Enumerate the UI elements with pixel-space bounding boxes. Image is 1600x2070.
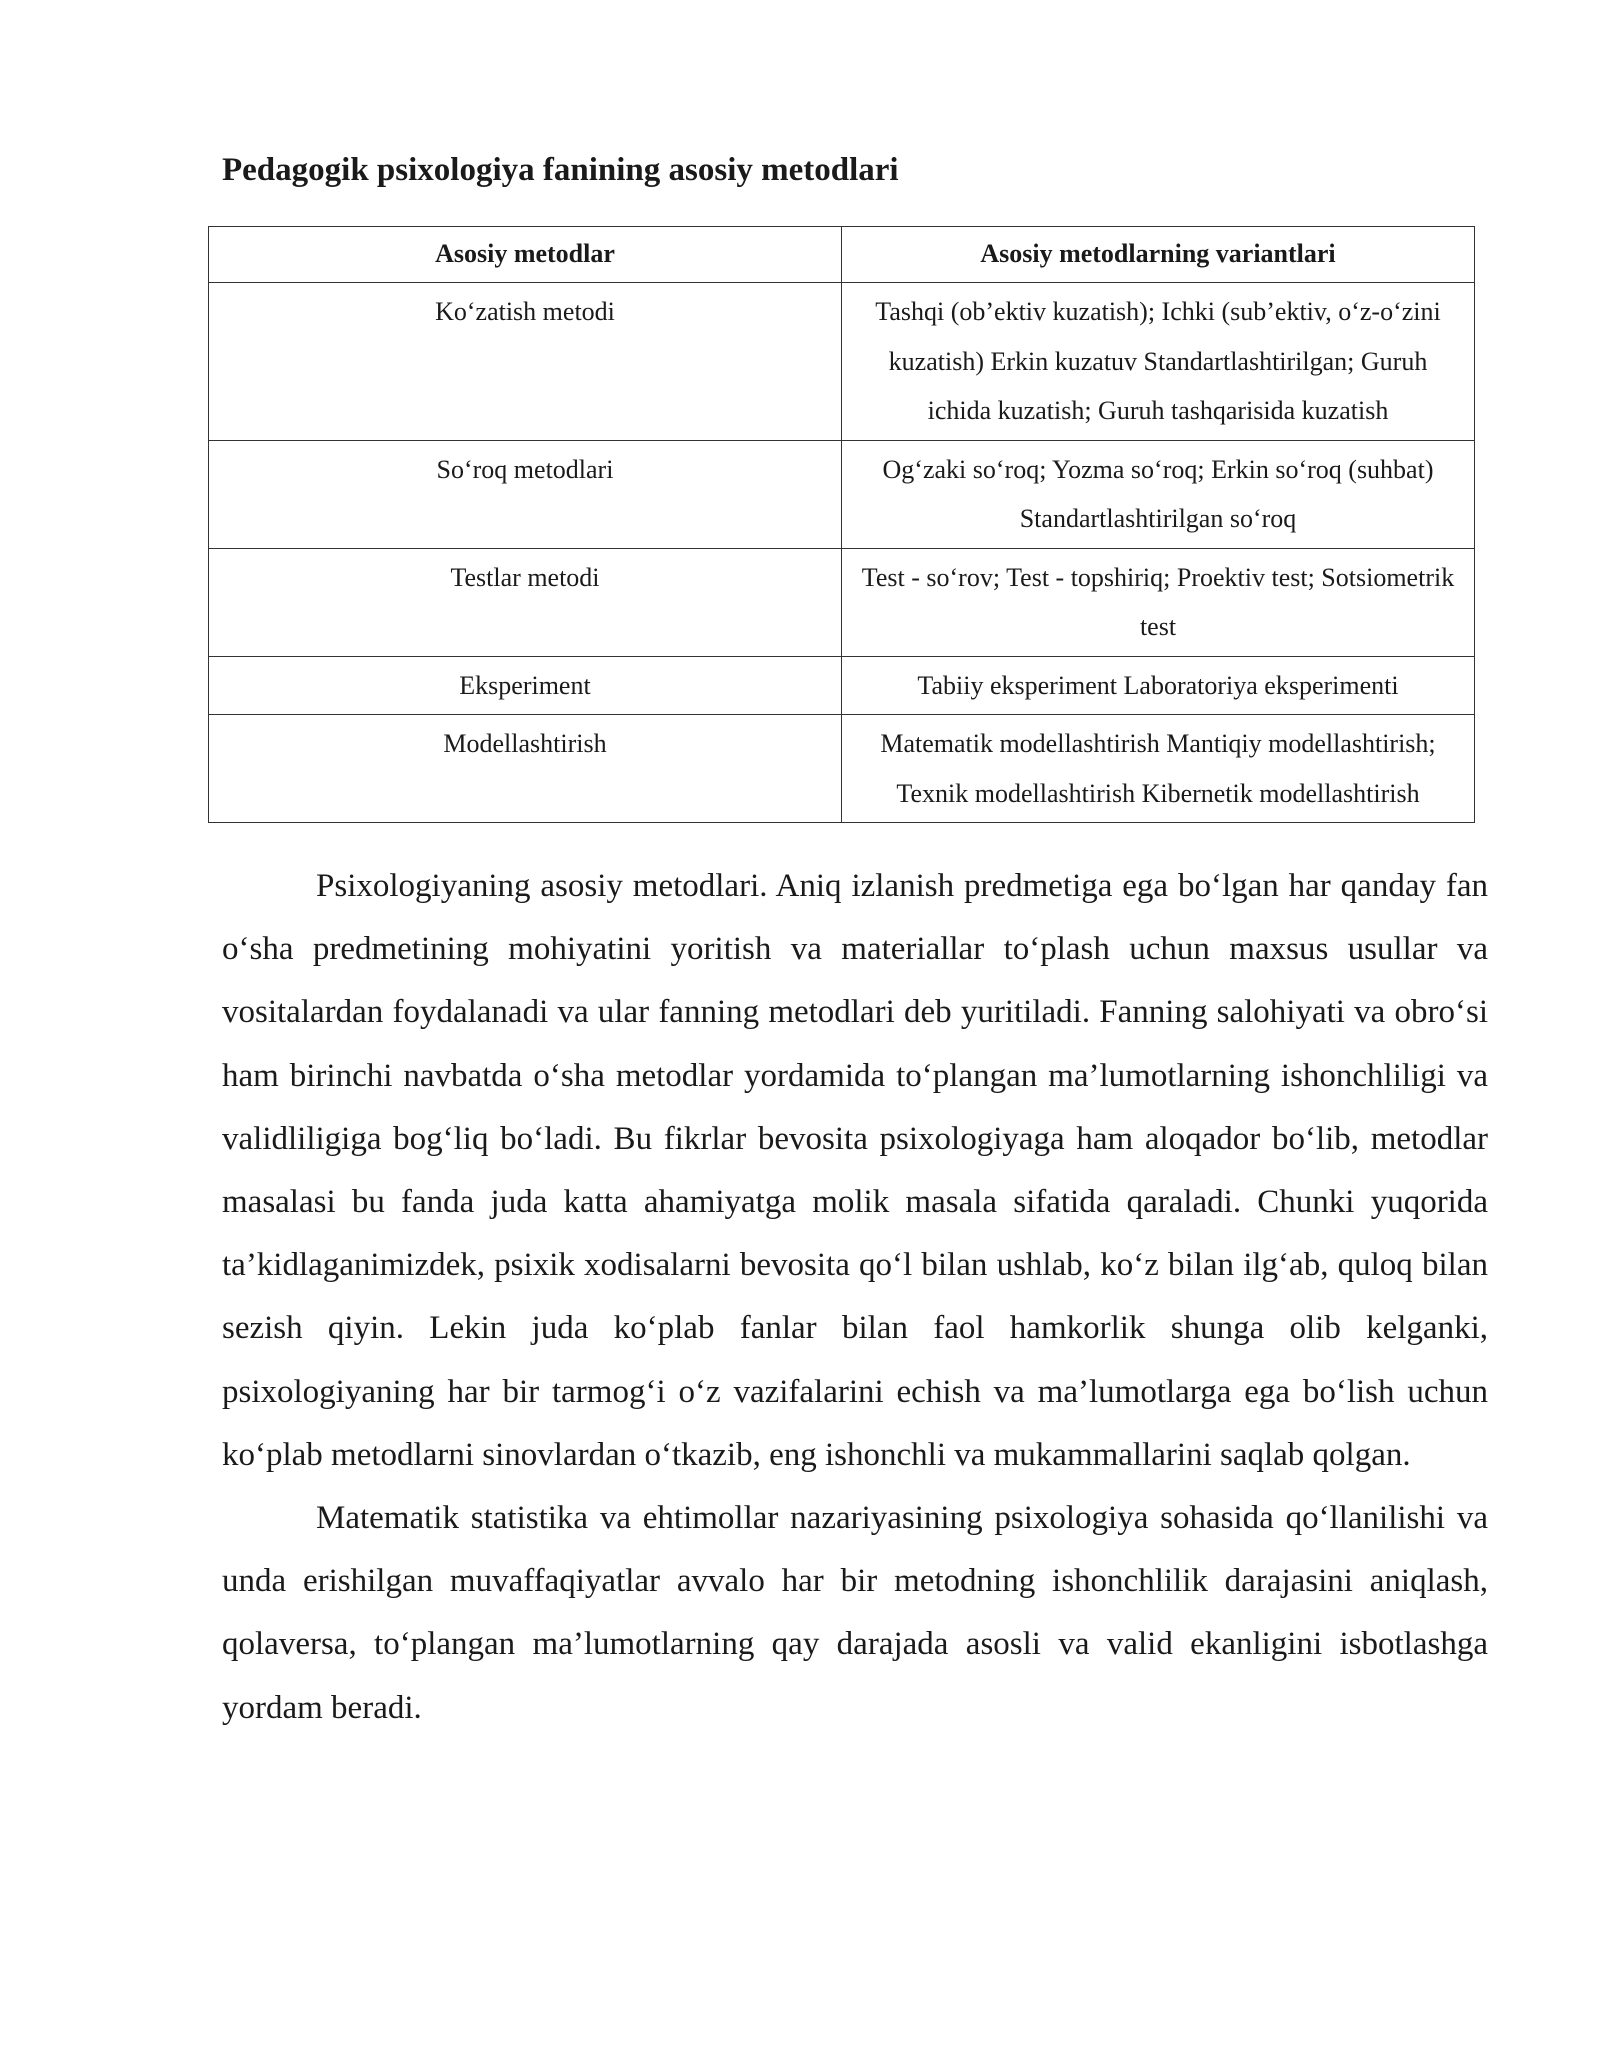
paragraph: Psixologiyaning asosiy metodlari. Aniq izlanish predmetiga ega bo‘lgan har qanday fan o‘sha predmetining mohiyatini yoritish va materiallar to‘plash uchun maxsus usullar va vositalardan foydalanadi va ular fanning metodlari deb yuritiladi. Fanning salohiyati va obro‘si ham birinchi navbatda o‘sha metodlar yordamida to‘plangan ma’lumotlarning ishonchliligi va validliligiga bog‘liq bo‘ladi. Bu fikrlar bevosita psixologiyaga ham aloqador bo‘lib, metodlar masalasi bu fanda juda katta ahamiyatga molik masala sifatida qaraladi. Chunki yuqorida ta’kidlaganimizdek, psixik xodisalarni bevosita qo‘l bilan ushlab, ko‘z bilan ilg‘ab, quloq bilan sezish qiyin. Lekin juda ko‘plab fanlar bilan faol hamkorlik shunga olib kelganki, psixologiyaning har bir tarmog‘i o‘z vazifalarini echish va ma’lumotlarga ega bo‘lish uchun ko‘plab metodlarni sinovlardan o‘tkazib, eng ishonchli va mukammallarini saqlab qolgan. [222, 868, 1488, 1473]
method-cell: Modellashtirish [209, 715, 842, 823]
table-row [209, 548, 1475, 656]
table-header-methods: Asosiy metodlar [209, 227, 842, 283]
variants-cell: Tashqi (ob’ektiv kuzatish); Ichki (sub’ektiv, o‘z-o‘zini kuzatish) Erkin kuzatuv Standartlashtirilgan; Guruh ichida kuzatish; Guruh tashqarisida kuzatish [842, 283, 1475, 441]
table-header-variants: Asosiy metodlarning variantlari [842, 227, 1475, 283]
table-row [209, 440, 1475, 548]
method-cell: Testlar metodi [209, 548, 842, 656]
body-text [222, 855, 1488, 1740]
table-row [209, 715, 1475, 823]
paragraph: Matematik statistika va ehtimollar nazariyasining psixologiya sohasida qo‘llanilishi va unda erishilgan muvaffaqiyatlar avvalo har bir metodning ishonchlilik darajasini aniqlash, qolaversa, to‘plangan ma’lumotlarning qay darajada asosli va valid ekanligini isbotlashga yordam beradi. [222, 1500, 1488, 1726]
variants-cell: Test - so‘rov; Test - topshiriq; Proektiv test; Sotsiometrik test [842, 548, 1475, 656]
table-header-row [209, 227, 1475, 283]
table-row [209, 656, 1475, 715]
variants-cell: Og‘zaki so‘roq; Yozma so‘roq; Erkin so‘roq (suhbat) Standartlashtirilgan so‘roq [842, 440, 1475, 548]
table-row [209, 283, 1475, 441]
document-title: Pedagogik psixologiya fanining asosiy metodlari [222, 152, 899, 188]
variants-cell: Tabiiy eksperiment Laboratoriya eksperimenti [842, 656, 1475, 715]
variants-cell: Matematik modellashtirish Mantiqiy modellashtirish; Texnik modellashtirish Kibernetik modellashtirish [842, 715, 1475, 823]
method-cell: Eksperiment [209, 656, 842, 715]
method-cell: So‘roq metodlari [209, 440, 842, 548]
method-cell: Ko‘zatish metodi [209, 283, 842, 441]
methods-table [208, 226, 1475, 823]
